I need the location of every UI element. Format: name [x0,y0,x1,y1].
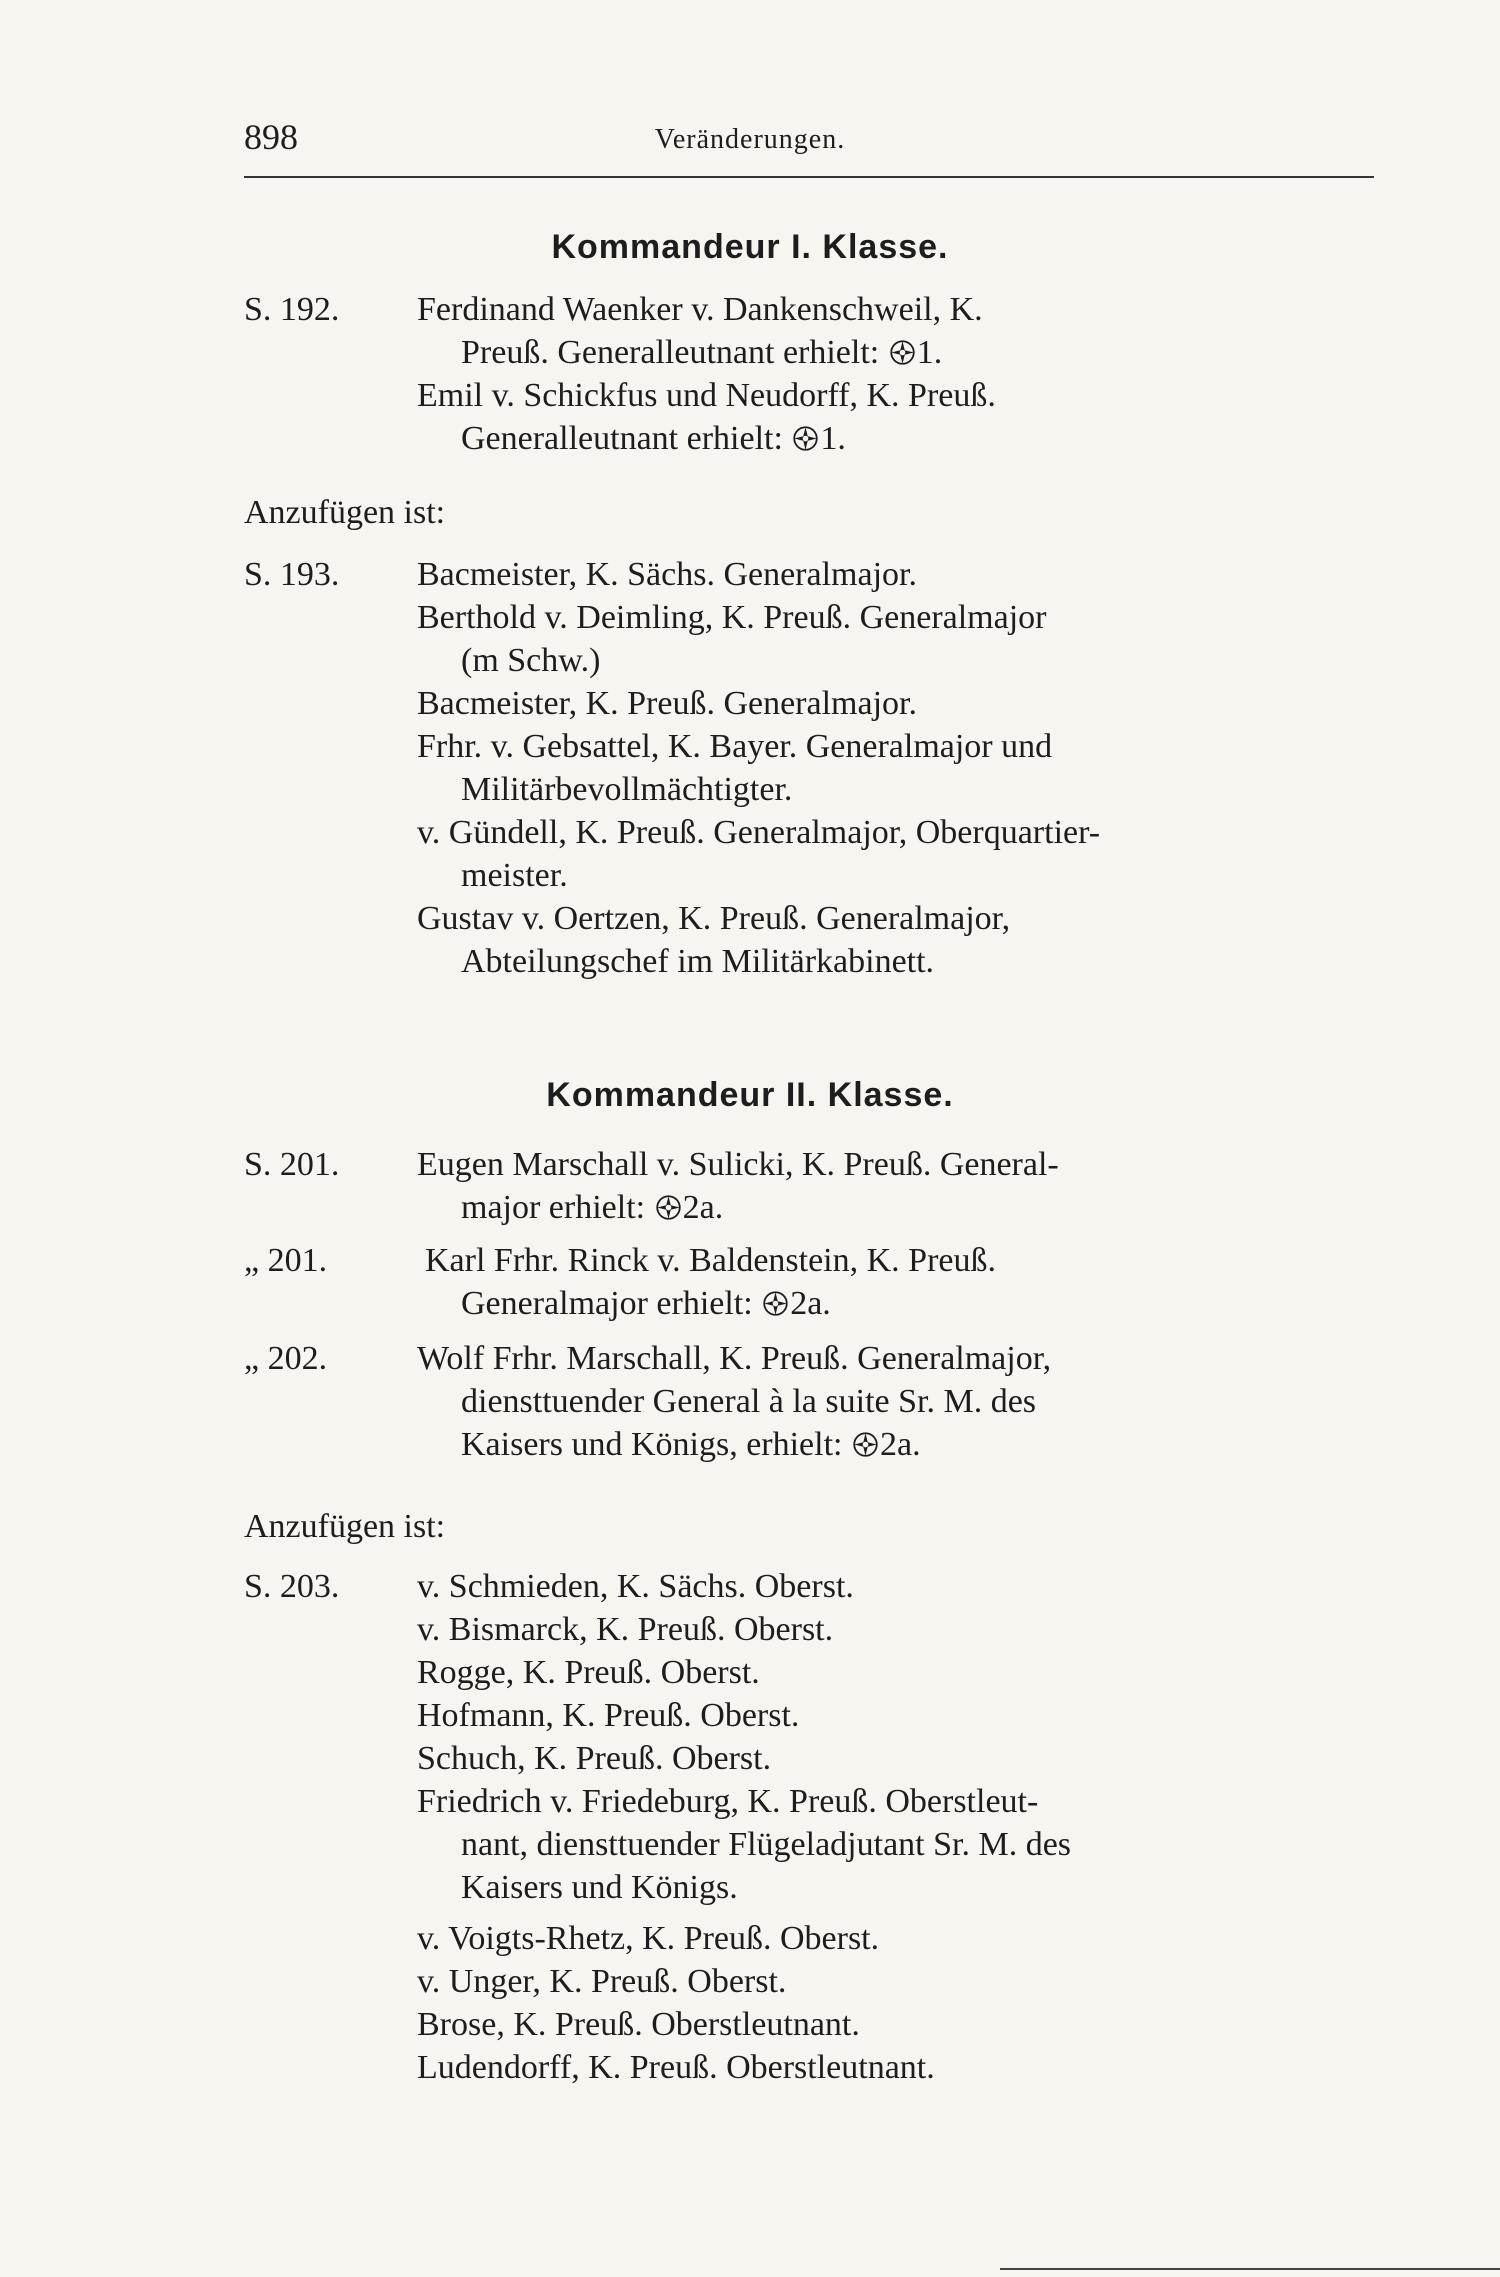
entry-line: Emil v. Schickfus und Neudorff, K. Preuß. [417,377,996,414]
entry-line: Friedrich v. Friedeburg, K. Preuß. Oberstleut- [417,1783,1039,1820]
entry-line: v. Gündell, K. Preuß. Generalmajor, Oberquartier- [417,814,1101,851]
entry-line: Frhr. v. Gebsattel, K. Bayer. Generalmajor und [417,728,1053,765]
entry-line: meister. [461,857,568,894]
order-cross-icon [655,1194,682,1221]
bottom-edge-rule [1000,2268,1500,2270]
entry-line: v. Unger, K. Preuß. Oberst. [417,1963,787,2000]
entry-line: Brose, K. Preuß. Oberstleutnant. [417,2006,860,2043]
page-reference: S. 201. [244,1146,340,1183]
entry-line: Preuß. Generalleutnant erhielt: 1. [461,334,943,371]
entry-line: Hofmann, K. Preuß. Oberst. [417,1697,800,1734]
entry-line: Abteilungschef im Militärkabinett. [461,943,935,980]
entry-line: Schuch, K. Preuß. Oberst. [417,1740,772,1777]
entry-line: major erhielt: 2a. [461,1189,724,1226]
page-reference: „ 201. [244,1242,328,1279]
section-label: Anzufügen ist: [244,494,446,531]
page-reference: „ 202. [244,1340,328,1377]
page-number: 898 [244,117,298,157]
order-cross-icon [889,339,916,366]
entry-line: Rogge, K. Preuß. Oberst. [417,1654,760,1691]
entry-line: Bacmeister, K. Preuß. Generalmajor. [417,685,917,722]
running-title: Veränderungen. [654,124,846,155]
entry-line: (m Schw.) [461,642,601,679]
entry-line: nant, diensttuender Flügeladjutant Sr. M. des [461,1826,1072,1863]
entry-line: v. Bismarck, K. Preuß. Oberst. [417,1611,834,1648]
page-reference: S. 192. [244,291,340,328]
order-cross-icon [762,1290,789,1317]
entry-line: v. Schmieden, K. Sächs. Oberst. [417,1568,854,1605]
section-heading: Kommandeur II. Klasse. [546,1076,954,1114]
entry-line: Generalleutnant erhielt: 1. [461,420,846,457]
entry-line: v. Voigts-Rhetz, K. Preuß. Oberst. [417,1920,880,1957]
header-rule [244,176,1374,178]
entry-line: diensttuender General à la suite Sr. M. des [461,1383,1037,1420]
section-heading: Kommandeur I. Klasse. [551,228,949,266]
section-label: Anzufügen ist: [244,1508,446,1545]
order-cross-icon [852,1431,879,1458]
entry-line: Karl Frhr. Rinck v. Baldenstein, K. Preuß. [425,1242,996,1279]
page-reference: S. 193. [244,556,340,593]
entry-line: Bacmeister, K. Sächs. Generalmajor. [417,556,917,593]
entry-line: Eugen Marschall v. Sulicki, K. Preuß. General- [417,1146,1059,1183]
entry-line: Wolf Frhr. Marschall, K. Preuß. Generalmajor, [417,1340,1052,1377]
entry-line: Militärbevollmächtigter. [461,771,793,808]
entry-line: Ferdinand Waenker v. Dankenschweil, K. [417,291,983,328]
order-cross-icon [792,425,819,452]
entry-line: Kaisers und Königs. [461,1869,738,1906]
entry-line: Generalmajor erhielt: 2a. [461,1285,831,1322]
entry-line: Ludendorff, K. Preuß. Oberstleutnant. [417,2049,935,2086]
entry-line: Gustav v. Oertzen, K. Preuß. Generalmajor, [417,900,1011,937]
page-reference: S. 203. [244,1568,340,1605]
entry-line: Berthold v. Deimling, K. Preuß. Generalmajor [417,599,1047,636]
entry-line: Kaisers und Königs, erhielt: 2a. [461,1426,921,1463]
